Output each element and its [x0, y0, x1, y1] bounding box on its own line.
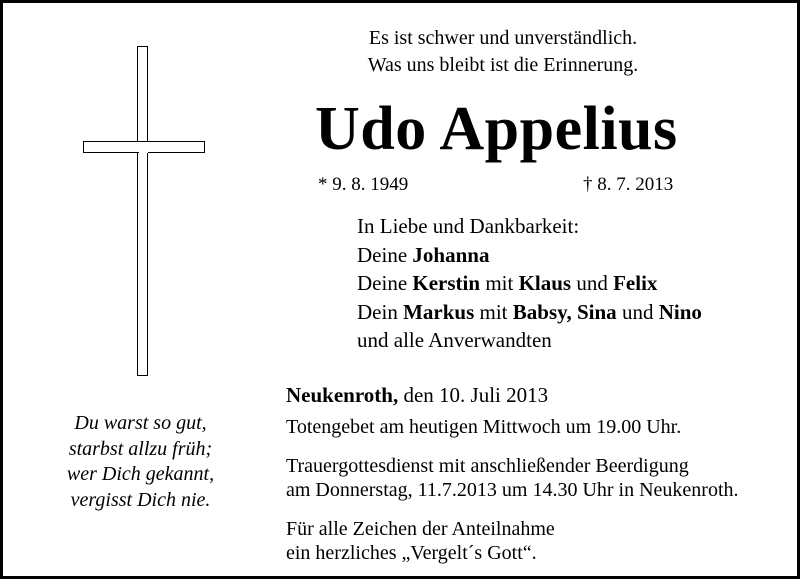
place-date — [286, 381, 548, 409]
deceased-name: Udo Appelius — [315, 95, 678, 163]
place: Neukenroth, — [286, 383, 399, 407]
poem-line: starbst allzu früh; — [68, 437, 213, 460]
birth-date: * 9. 8. 1949 — [318, 174, 409, 195]
prayer-notice: Totengebet am heutigen Mittwoch um 19.00 Uhr. — [286, 416, 682, 438]
funeral-notice: Trauergottesdienst mit anschließender Beerdigung am Donnerstag, 11.7.2013 um 14.30 Uhr in Neukenroth. — [286, 455, 739, 501]
mourner-line: Dein Markus mit Babsy, Sina und Nino — [357, 299, 702, 324]
mourners-closing: und alle Anverwandten — [357, 328, 552, 352]
mourner-line: Deine Kerstin mit Klaus und Felix — [357, 271, 658, 295]
mourners-intro: In Liebe und Dankbarkeit: — [357, 214, 580, 238]
memorial-poem — [33, 411, 248, 513]
poem-line: Du warst so gut, — [74, 412, 207, 434]
death-date: † 8. 7. 2013 — [583, 174, 674, 195]
date: den 10. Juli 2013 — [398, 383, 549, 407]
poem-line: vergisst Dich nie. — [70, 488, 211, 511]
thanks-notice: Für alle Zeichen der Anteilnahme ein herzliches „Vergelt´s Gott“. — [286, 518, 555, 564]
cross-icon — [83, 46, 206, 376]
poem-line: wer Dich gekannt, — [66, 463, 215, 485]
motto-line: Es ist schwer und unverständlich. — [368, 27, 638, 49]
motto — [303, 25, 703, 79]
mourners-list — [357, 212, 702, 355]
mourner-line: Deine Johanna — [357, 242, 490, 267]
motto-line: Was uns bleibt ist die Erinnerung. — [367, 54, 639, 76]
